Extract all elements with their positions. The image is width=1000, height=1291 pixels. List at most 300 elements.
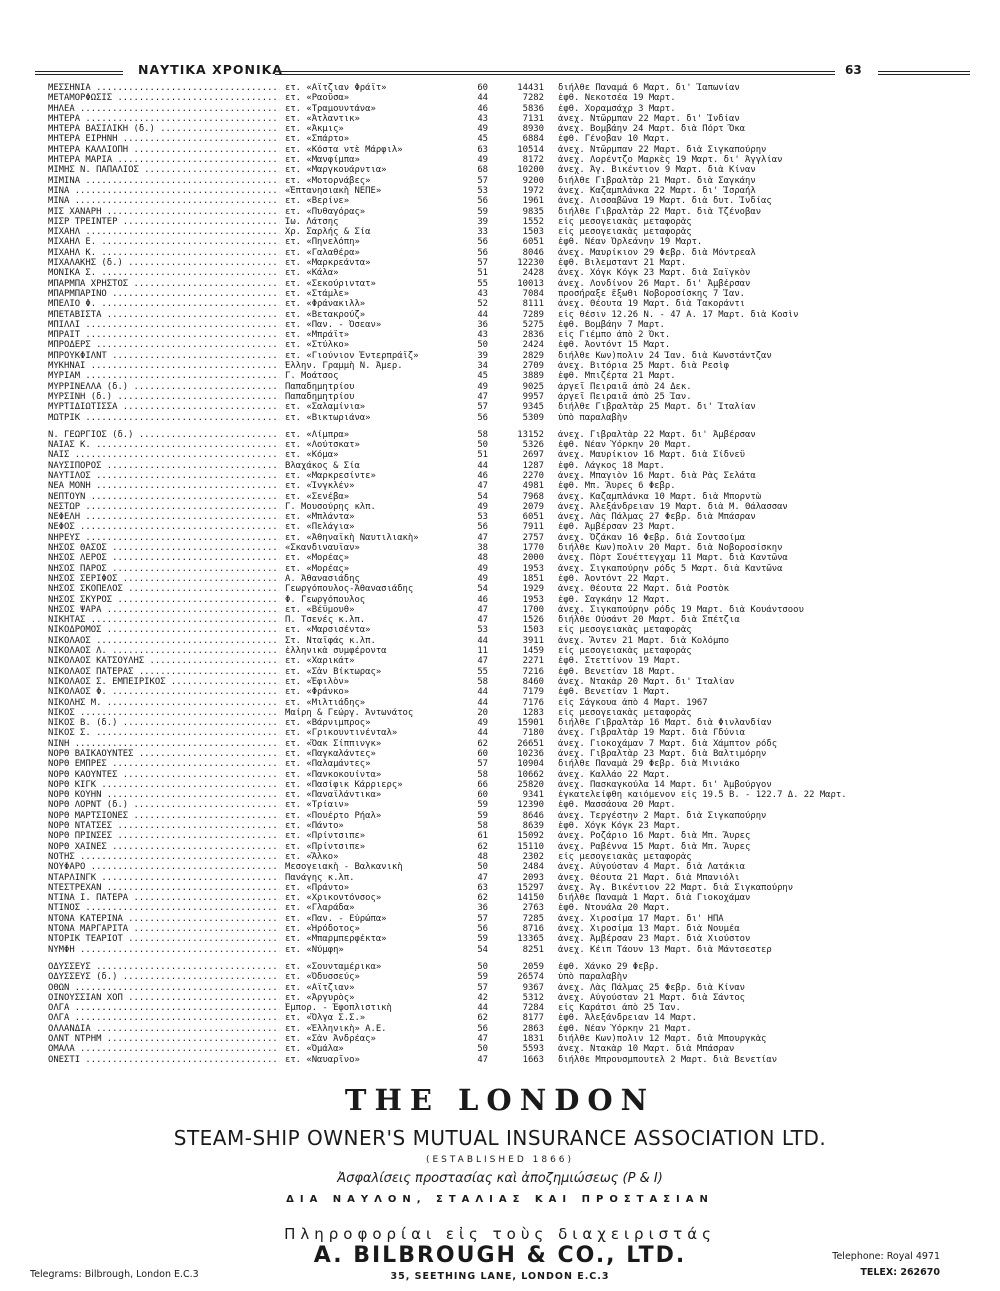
ship-owner: ετ. «Νύμφη» <box>285 944 344 955</box>
ship-name: ΝΑΪΑΣ Κ. ..... <box>48 440 280 450</box>
table-row <box>48 382 978 392</box>
tonnage: 2697 <box>522 450 544 461</box>
tonnage: 2484 <box>522 862 544 873</box>
advert-title: THE LONDON <box>344 1083 656 1117</box>
table-row <box>48 361 978 371</box>
table-row <box>48 677 978 687</box>
build-year: 55 <box>477 278 488 289</box>
ship-name: ΜΟΝΙΚΑ Σ. ..... <box>48 268 280 278</box>
ship-name: ΟΜΑΛΑ ..... <box>48 1044 280 1054</box>
table-row <box>48 656 978 666</box>
tonnage: 5312 <box>522 992 544 1003</box>
table-row <box>48 124 978 134</box>
ship-name: ΜΙΣ ΧΑΝΑΡΗ ..... <box>48 207 280 217</box>
ship-name: ΝΙΚΟΛΑΟΣ Σ. ΕΜΠΕΙΡΙΚΟΣ ..... <box>48 677 280 687</box>
tonnage: 2059 <box>522 961 544 972</box>
ship-status: ἐφθ. Βομβάην 7 Μαρτ. <box>558 319 665 330</box>
ship-name: ΜΠΕΤΑΒΙΣΤΑ ..... <box>48 310 280 320</box>
table-row <box>48 134 978 144</box>
ship-status: διήλθε Παναμὰ 1 Μαρτ. διὰ Γιοκοχάμαν <box>558 893 751 904</box>
ship-name: ΝΟΡΘ ΚΑΟΥΝΤΕΣ ..... <box>48 770 280 780</box>
ship-status: ἐφθ. Νέαν Ὑόρκην 20 Μαρτ. <box>558 440 692 451</box>
table-row <box>48 728 978 738</box>
tonnage: 2424 <box>522 340 544 351</box>
ship-status: ἀνεχ. Ροζάριο 16 Μαρτ. διὰ Μπ. Ἄυρες <box>558 831 751 842</box>
ship-name: ΝΟΡΘ ΕΜΠΡΕΣ ..... <box>48 759 280 769</box>
ship-name: ΝΥΜΦΗ ..... <box>48 945 280 955</box>
table-row <box>48 533 978 543</box>
ship-name: ΝΗΣΟΣ ΠΑΡΟΣ ..... <box>48 564 280 574</box>
ship-owner: Γ. Μουσούρης κλπ. <box>285 501 376 512</box>
ship-name: Ν. ΓΕΩΡΓΙΟΣ (δ.) ..... <box>48 430 280 440</box>
tonnage: 7285 <box>522 913 544 924</box>
advert-greek-caps: ΔΙΑ ΝΑΥΛΟΝ, ΣΤΑΛΙΑΣ ΚΑΙ ΠΡΟΣΤΑΣΙΑΝ <box>286 1194 714 1205</box>
ship-owner: Μαίρη & Γεώργ. Ἀντωνάτος <box>285 707 414 718</box>
ship-name: ΝΟΡΘ ΚΟΥΗΝ ..... <box>48 790 280 800</box>
ship-status: ἀνεχ. Ντακὰρ 20 Μαρτ. δι' Ἰταλίαν <box>558 676 735 687</box>
ship-name: ΜΗΛΕΑ ..... <box>48 104 280 114</box>
build-year: 51 <box>477 268 488 279</box>
build-year: 57 <box>477 982 488 993</box>
ship-name: ΝΙΚΟΛΑΟΣ Φ. ..... <box>48 687 280 697</box>
ship-status: ἀνεχ. Θέουτα 19 Μαρτ. διὰ Τακοράντι <box>558 299 746 310</box>
build-year: 49 <box>477 718 488 729</box>
ship-name: ΜΗΤΕΡΑ ..... <box>48 114 280 124</box>
ship-name: ΝΕΦΟΣ ..... <box>48 522 280 532</box>
ship-owner: ετ. «Μπράϊτ» <box>285 330 350 341</box>
tonnage: 9835 <box>522 206 544 217</box>
ship-owner: ετ. «Αΐτζιαν Φράϊτ» <box>285 83 387 93</box>
ship-owner: ετ. «Πρίντσιπε» <box>285 841 366 852</box>
build-year: 54 <box>477 584 488 595</box>
build-year: 58 <box>477 676 488 687</box>
table-row <box>48 268 978 278</box>
ship-name: ΟΛΓΑ ..... <box>48 1013 280 1023</box>
tonnage: 8251 <box>522 944 544 955</box>
table-row <box>48 440 978 450</box>
tonnage: 2271 <box>522 656 544 667</box>
ship-owner: ετ. «Πάντο» <box>285 821 344 832</box>
ship-name: ΜΩΤΡΙΚ ..... <box>48 413 280 423</box>
build-year: 53 <box>477 625 488 636</box>
tonnage: 2757 <box>522 532 544 543</box>
ship-status: ἀνεχ. Βομβάην 24 Μαρτ. διὰ Πόρτ Ὄκα <box>558 124 746 135</box>
tonnage: 9345 <box>522 402 544 413</box>
ship-name: ΜΕΣΣΗΝΙΑ ..... <box>48 83 280 93</box>
ship-name: ΝΕΣΤΩΡ ..... <box>48 502 280 512</box>
build-year: 56 <box>477 412 488 423</box>
agent-advert <box>30 1225 960 1285</box>
table-row <box>48 1055 978 1065</box>
ship-name: ΜΗΤΕΡΑ ΚΑΛΛΙΟΠΗ ..... <box>48 145 280 155</box>
table-row <box>48 698 978 708</box>
tonnage: 9200 <box>522 175 544 186</box>
table-row <box>48 450 978 460</box>
tonnage: 8646 <box>522 810 544 821</box>
ship-status: ἀνεχ. Κέιπ Τάουν 13 Μαρτ. διὰ Μάντσεστερ <box>558 944 772 955</box>
tonnage: 6051 <box>522 512 544 523</box>
ship-owner: ετ. «Βικτωριάνα» <box>285 412 371 423</box>
tonnage: 7216 <box>522 666 544 677</box>
advert-telegrams: Telegrams: Bilbrough, London E.C.3 <box>30 1269 199 1280</box>
tonnage: 15901 <box>517 718 544 729</box>
ship-status: εἰς μεσογειακὰς μεταφορὰς <box>558 216 692 227</box>
page-header <box>30 62 970 84</box>
table-row <box>48 471 978 481</box>
table-row <box>48 320 978 330</box>
ship-status: ἀνεχ. Καλλάο 22 Μαρτ. <box>558 769 671 780</box>
build-year: 56 <box>477 924 488 935</box>
build-year: 42 <box>477 992 488 1003</box>
ship-status: ἀνεχ. Λονδίνον 26 Μαρτ. δι' Ἀμβέρσαν <box>558 278 751 289</box>
build-year: 50 <box>477 340 488 351</box>
ship-name: ΝΗΣΟΣ ΣΕΡΙΦΟΣ ..... <box>48 574 280 584</box>
ship-owner: ετ. «Μαρκρεσίντε» <box>285 470 376 481</box>
tonnage: 1972 <box>522 185 544 196</box>
build-year: 44 <box>477 1003 488 1014</box>
build-year: 47 <box>477 532 488 543</box>
advert-telex: TELEX: 262670 <box>860 1267 940 1278</box>
tonnage: 10013 <box>517 278 544 289</box>
tonnage: 2428 <box>522 268 544 279</box>
ship-owner: ετ. «Μοτορνάβες» <box>285 175 371 186</box>
ship-owner: ετ. «Μανφίμπα» <box>285 155 360 166</box>
tonnage: 2709 <box>522 361 544 372</box>
ship-status: ἐφθ. Χοραμσάχρ 3 Μαρτ. <box>558 103 676 114</box>
table-row <box>48 749 978 759</box>
ship-status: ἐφθ. Λάγκος 18 Μαρτ. <box>558 460 665 471</box>
ship-owner: ετ. «Σὰν Βίκτωρας» <box>285 666 382 677</box>
build-year: 44 <box>477 460 488 471</box>
insurance-advert <box>40 1080 960 1220</box>
ship-owner: ετ. «Σαλαμίνια» <box>285 402 366 413</box>
build-year: 52 <box>477 299 488 310</box>
ship-owner: Ἰω. Λάτσης <box>285 216 339 227</box>
ship-status: διήλθε Γιβραλτὰρ 22 Μαρτ. διὰ Τζένοβαν <box>558 206 762 217</box>
ship-status: ἀνεχ. Αὐγούσταν 21 Μαρτ. διὰ Σάντος <box>558 992 746 1003</box>
ship-owner: ετ. «Στύλκο» <box>285 340 350 351</box>
ship-owner: ετ. «Πελάγια» <box>285 522 355 533</box>
ship-status: εἰς μεσογειακὰς μεταφορὰς <box>558 851 692 862</box>
ship-name: ΜΗΤΕΡΑ ΕΙΡΗΝΗ ..... <box>48 134 280 144</box>
page-title: ΝΑΥΤΙΚΑ ΧΡΟΝΙΚΑ <box>138 62 283 77</box>
table-row <box>48 945 978 955</box>
tonnage: 9341 <box>522 790 544 801</box>
ship-status: ἐφθ. Χάνκο 29 Φεβρ. <box>558 961 660 972</box>
ship-status: ἀνεχ. Ἄντεν 21 Μαρτ. διὰ Κολόμπο <box>558 635 729 646</box>
table-row <box>48 145 978 155</box>
ship-name: ΜΙΜΗΣ Ν. ΠΑΠΑΛΙΟΣ ..... <box>48 165 280 175</box>
table-row <box>48 1024 978 1034</box>
ship-status: ἀνεχ. Μπαγιὸν 16 Μαρτ. διὰ Ρὰς Σελάτα <box>558 470 756 481</box>
ship-owner: ετ. «Χαρικάτ» <box>285 656 355 667</box>
ship-status: ἀνεχ. Πασκαγκούλα 14 Μαρτ. δι' Ἀμβούργον <box>558 779 772 790</box>
table-row <box>48 461 978 471</box>
ship-status: ὑπὸ παραλαβὴν <box>558 972 628 983</box>
table-row <box>48 934 978 944</box>
build-year: 56 <box>477 237 488 248</box>
ship-owner: ετ. «Πυθαγόρας» <box>285 206 366 217</box>
ship-name: ΝΕΠΤΟΥΝ ..... <box>48 492 280 502</box>
ship-owner: Γεωργόπουλος-Ἀθανασιάδης <box>285 584 414 595</box>
ship-owner: ετ. «Μαρσισέντα» <box>285 625 371 636</box>
tonnage: 9957 <box>522 391 544 402</box>
ship-name: ΝΑΥΤΙΛΟΣ ..... <box>48 471 280 481</box>
advert-telephone: Telephone: Royal 4971 <box>832 1251 940 1262</box>
tonnage: 1283 <box>522 707 544 718</box>
advert-established: (ESTABLISHED 1866) <box>425 1155 575 1165</box>
table-row <box>48 114 978 124</box>
ship-name: ΜΠΡΑΪΤ ..... <box>48 330 280 340</box>
ship-status: ἐφθ. Ἀοντόντ 15 Μαρτ. <box>558 340 671 351</box>
table-row <box>48 289 978 299</box>
table-row <box>48 595 978 605</box>
ship-name: ΜΠΕΛΙΟ Φ. ..... <box>48 299 280 309</box>
ship-status: εἰς Σάγκουα ἀπὸ 4 Μαρτ. 1967 <box>558 697 708 708</box>
table-row <box>48 625 978 635</box>
ship-owner: ετ. «Σεκούριντατ» <box>285 278 376 289</box>
tonnage: 10904 <box>517 759 544 770</box>
table-row <box>48 186 978 196</box>
ship-status: ἀνεχ. Ὀζάκαν 16 Φεβρ. διὰ Σοντσοίμα <box>558 532 746 543</box>
table-row <box>48 351 978 361</box>
build-year: 47 <box>477 1034 488 1045</box>
ship-owner: Στ. Νταϊφάς κ.λπ. <box>285 635 376 646</box>
ship-name: ΜΠΡΟΥΚΦΙΛΝΤ ..... <box>48 351 280 361</box>
ship-status: ἀνεχ. Καζαμπλάνκα 10 Μαρτ. διὰ Μπορντὼ <box>558 491 762 502</box>
ship-name: ΜΥΚΗΝΑΙ ..... <box>48 361 280 371</box>
ship-name: ΜΠΡΟΔΕΡΣ ..... <box>48 340 280 350</box>
ship-name: ΝΤΑΡΛΙΝΓΚ ..... <box>48 873 280 883</box>
build-year: 57 <box>477 175 488 186</box>
table-row <box>48 104 978 114</box>
build-year: 11 <box>477 646 488 657</box>
ship-status: ἐφθ. Στεττίνον 19 Μαρτ. <box>558 656 681 667</box>
build-year: 49 <box>477 573 488 584</box>
ship-owner: ετ. «Κόστα ντὲ Μάρφιλ» <box>285 144 403 155</box>
ship-owner: ετ. «Ἀτλαντικ» <box>285 113 360 124</box>
ship-status: ἀνεχ. Λὰς Πάλμας 27 Φεβρ. διὰ Μπάσραν <box>558 512 756 523</box>
table-row <box>48 831 978 841</box>
ship-status: ἀνεχ. Ραβέννα 15 Μαρτ. διὰ Μπ. Ἄυρες <box>558 841 751 852</box>
build-year: 46 <box>477 594 488 605</box>
ship-status: ἀνεχ. Αὐγούσταν 4 Μαρτ. διὰ Λατάκια <box>558 862 746 873</box>
build-year: 47 <box>477 391 488 402</box>
ship-owner: ετ. «Αΐτζιαν» <box>285 982 355 993</box>
table-row <box>48 636 978 646</box>
ship-status: ἀνεχ. Ἀγ. Βικέντιον 22 Μαρτ. διὰ Σιγκαπούρην <box>558 882 794 893</box>
table-row <box>48 972 978 982</box>
tonnage: 13152 <box>517 429 544 440</box>
tonnage: 7911 <box>522 522 544 533</box>
table-row <box>48 574 978 584</box>
ship-owner: Παπαδημητρίου <box>285 381 355 392</box>
table-row <box>48 564 978 574</box>
ship-name: ΜΙΧΑΛΑΚΗΣ (δ.) ..... <box>48 258 280 268</box>
advert-info: Πληροφορίαι εἰς τοὺς διαχειριστάς <box>284 1225 716 1243</box>
build-year: 53 <box>477 185 488 196</box>
ship-owner: ετ. «Πασίφικ Κάρριερς» <box>285 779 403 790</box>
tonnage: 6051 <box>522 237 544 248</box>
ship-status: εἰς Γιέμπο ἀπὸ 2 Ὀκτ. <box>558 330 671 341</box>
ship-name: ΝΟΡΘ ΧΑΪΝΕΣ ..... <box>48 842 280 852</box>
ship-status: ἐφθ. Μπιζέρτα 21 Μαρτ. <box>558 371 676 382</box>
ship-status: ἐφθ. Βιλεμσταντ 21 Μαρτ. <box>558 258 687 269</box>
table-row <box>48 196 978 206</box>
tonnage: 2302 <box>522 851 544 862</box>
build-year: 47 <box>477 481 488 492</box>
ship-status: ἀνεχ. Θέουτα 21 Μαρτ. διὰ Μπανιόλι <box>558 872 740 883</box>
build-year: 38 <box>477 543 488 554</box>
table-row <box>48 502 978 512</box>
ship-name: ΝΙΚΟΛΑΟΣ ..... <box>48 636 280 646</box>
table-row <box>48 605 978 615</box>
ship-name: ΝΟΡΘ ΚΙΓΚ ..... <box>48 780 280 790</box>
table-row <box>48 340 978 350</box>
build-year: 49 <box>477 124 488 135</box>
ship-name: ΝΕΑ ΜΟΝΗ ..... <box>48 481 280 491</box>
ship-status: εἰς μεσογειακὰς μεταφορὰς <box>558 625 692 636</box>
table-row <box>48 83 978 93</box>
ship-status: ἀνεχ. Λορέντζο Μαρκὲς 19 Μαρτ. δι' Ἀγγλίαν <box>558 155 783 166</box>
ship-name: ΜΥΡΣΙΝΗ (δ.) ..... <box>48 392 280 402</box>
ship-status: ἐφθ. Ἀοντόντ 22 Μαρτ. <box>558 573 671 584</box>
build-year: 57 <box>477 258 488 269</box>
tonnage: 14150 <box>517 893 544 904</box>
tonnage: 7289 <box>522 309 544 320</box>
tonnage: 1953 <box>522 563 544 574</box>
ship-group <box>48 962 978 1065</box>
tonnage: 1831 <box>522 1034 544 1045</box>
tonnage: 3889 <box>522 371 544 382</box>
ship-status: ἐφθ. Νέαν Ὑόρκην 21 Μαρτ. <box>558 1023 692 1034</box>
table-row <box>48 759 978 769</box>
build-year: 44 <box>477 728 488 739</box>
build-year: 47 <box>477 872 488 883</box>
ship-owner: ετ. «Σπάρτο» <box>285 134 350 145</box>
build-year: 43 <box>477 113 488 124</box>
ship-status: ἐφθ. Ἀλεξάνδρειαν 14 Μαρτ. <box>558 1013 697 1024</box>
header-rule-right <box>878 71 970 75</box>
ship-status: προσήραξε ἔξωθι Νοβοροσίσκης 7 Ἰαν. <box>558 288 746 299</box>
ship-owner: ετ. «Σενέβα» <box>285 491 350 502</box>
table-row <box>48 924 978 934</box>
tonnage: 10514 <box>517 144 544 155</box>
ship-owner: ετ. «Παν. - Εὐρώπα» <box>285 913 387 924</box>
table-row <box>48 392 978 402</box>
ship-owner: Παπαδημητρίου <box>285 391 355 402</box>
ship-owner: ετ. «Φράνκο» <box>285 687 350 698</box>
table-row <box>48 983 978 993</box>
ship-name: ΝΙΚΟΣ Β. (δ.) ..... <box>48 718 280 728</box>
build-year: 61 <box>477 831 488 842</box>
ship-owner: ετ. «Μαρκρεάντα» <box>285 258 371 269</box>
ship-status: διήλθε Γιβραλτὰρ 25 Μαρτ. δι' Ἰταλίαν <box>558 402 756 413</box>
build-year: 62 <box>477 841 488 852</box>
build-year: 59 <box>477 800 488 811</box>
table-row <box>48 893 978 903</box>
ship-status: ἀνεχ. Ντακὰρ 10 Μαρτ. διὰ Μπάσραν <box>558 1044 735 1055</box>
ship-owner: ετ. «Μαργκουάρντια» <box>285 165 387 176</box>
ship-status: ἐφθ. Ἀμβέρσαν 23 Μαρτ. <box>558 522 676 533</box>
ship-owner: Α. Ἀθανασιάδης <box>285 573 360 584</box>
build-year: 48 <box>477 553 488 564</box>
ship-status: ἐφθ. Νέαν Ὀρλεάνην 19 Μαρτ. <box>558 237 703 248</box>
ship-name: ΜΕΤΑΜΟΡΦΩΣΙΣ ..... <box>48 93 280 103</box>
tonnage: 7180 <box>522 728 544 739</box>
ship-name: ΜΥΡΡΙΝΕΛΛΑ (δ.) ..... <box>48 382 280 392</box>
build-year: 58 <box>477 429 488 440</box>
build-year: 49 <box>477 563 488 574</box>
build-year: 49 <box>477 381 488 392</box>
ship-owner: Χρ. Σαρλής & Σία <box>285 227 371 238</box>
ship-owner: ετ. «Ἡρόδοτος» <box>285 924 360 935</box>
table-row <box>48 811 978 821</box>
ship-name: ΝΙΝΗ ..... <box>48 739 280 749</box>
ship-name: ΝΙΚΟΛΑΟΣ ΠΑΤΕΡΑΣ ..... <box>48 667 280 677</box>
ship-status: ἀνεχ. Τεργέστην 2 Μαρτ. διὰ Σιγκαπούρην <box>558 810 767 821</box>
ship-name: ΟΝΕΣΤΙ ..... <box>48 1055 280 1065</box>
table-row <box>48 790 978 800</box>
table-row <box>48 1034 978 1044</box>
build-year: 63 <box>477 882 488 893</box>
build-year: 60 <box>477 749 488 759</box>
ship-group <box>48 430 978 955</box>
build-year: 44 <box>477 635 488 646</box>
tonnage: 8716 <box>522 924 544 935</box>
ship-status: ἀνεχ. Μαυρίκιον 29 Φεβρ. διὰ Μόντρεαλ <box>558 247 756 258</box>
table-row <box>48 842 978 852</box>
ship-name: ΟΛΛΑΝΔΙΑ ..... <box>48 1024 280 1034</box>
table-row <box>48 371 978 381</box>
ship-owner: Βλαχάκος & Σία <box>285 460 360 471</box>
ship-name: ΟΛΓΑ ..... <box>48 1003 280 1013</box>
tonnage: 8460 <box>522 676 544 687</box>
ship-name: ΟΔΥΣΣΕΥΣ (δ.) ..... <box>48 972 280 982</box>
table-row <box>48 553 978 563</box>
ship-owner: ετ. «Γλαράδα» <box>285 903 355 914</box>
build-year: 43 <box>477 288 488 299</box>
build-year: 44 <box>477 697 488 708</box>
table-row <box>48 800 978 810</box>
ship-owner: ετ. «Μπαρμπερφέκτα» <box>285 934 387 945</box>
table-row <box>48 227 978 237</box>
tonnage: 26651 <box>517 738 544 749</box>
tonnage: 1663 <box>522 1054 544 1065</box>
ship-name: ΝΗΣΟΣ ΣΚΟΠΕΛΟΣ ..... <box>48 584 280 594</box>
build-year: 47 <box>477 604 488 615</box>
table-row <box>48 330 978 340</box>
build-year: 45 <box>477 134 488 145</box>
ship-name: ΝΗΣΟΣ ΛΕΡΟΣ ..... <box>48 553 280 563</box>
ship-status: ἐφθ. Χόγκ Κόγκ 23 Μαρτ. <box>558 821 681 832</box>
ship-status: ἀνεχ. Χιροσίμα 17 Μαρτ. δι' ΗΠΑ <box>558 913 724 924</box>
build-year: 46 <box>477 470 488 481</box>
tonnage: 7284 <box>522 1003 544 1014</box>
ship-status: ἐφθ. Γένοβαν 10 Μαρτ. <box>558 134 671 145</box>
build-year: 33 <box>477 227 488 238</box>
build-year: 57 <box>477 913 488 924</box>
build-year: 47 <box>477 1054 488 1065</box>
tonnage: 12230 <box>517 258 544 269</box>
ship-owner: ετ. «Ὀμάλα» <box>285 1044 344 1055</box>
ship-owner: «Ἐπτανησιακὴ ΝΕΠΕ» <box>285 185 382 196</box>
build-year: 44 <box>477 309 488 320</box>
ship-status: ἀνεχ. Χιροσίμα 13 Μαρτ. διὰ Νουμέα <box>558 924 740 935</box>
ship-owner: ετ. «Ναυαρῖνο» <box>285 1054 360 1065</box>
build-year: 56 <box>477 196 488 207</box>
ship-owner: ετ. «Γρικουντινένταλ» <box>285 728 398 739</box>
